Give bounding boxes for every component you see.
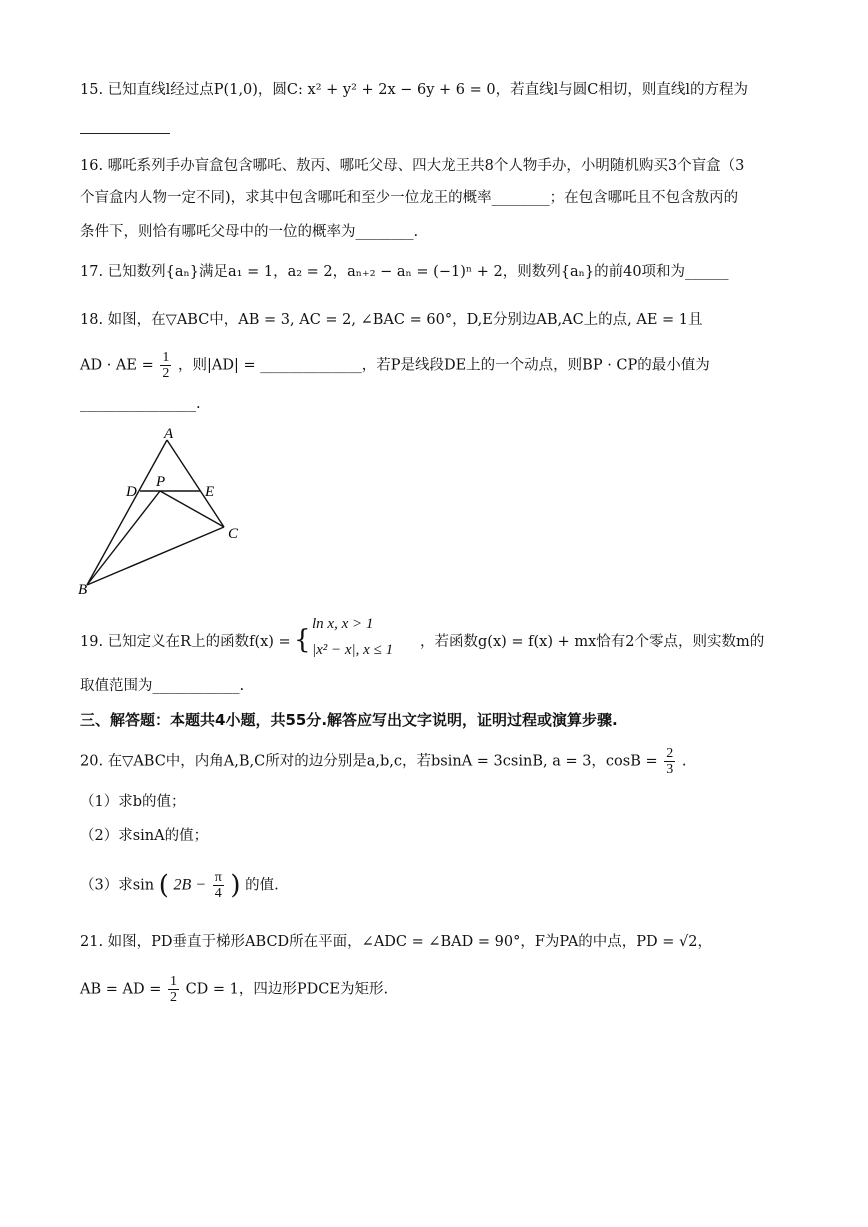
q20-frac-den: 3 — [666, 762, 674, 777]
q21-rest: CD = 1，四边形PDCE为矩形. — [185, 981, 389, 998]
q15-line1: 15. 已知直线l经过点P(1,0)，圆C: x² + y² + 2x − 6y + 6 = 0，若直线l与圆C相切，则直线l的方程为 — [80, 82, 748, 98]
segment-bp — [87, 491, 160, 585]
label-e: E — [205, 484, 215, 500]
label-d: D — [126, 484, 137, 500]
q19-case1: ln x, x > 1 — [312, 616, 374, 632]
q19-rest: ，若函数g(x) = f(x) + mx恰有2个零点，则实数m的 — [420, 634, 765, 650]
q20-intro: 20. 在▽ABC中，内角A,B,C所对的边分别是a,b,c，若bsinA = 3csinB, a = 3，cosB = — [80, 753, 658, 770]
q20-sub3-suffix: 的值. — [245, 877, 279, 894]
q20-paren-left: ( — [158, 870, 169, 901]
q20-sub3-frac-den: 4 — [214, 886, 222, 901]
q21-line2 — [80, 974, 388, 1005]
q16-line1: 16. 哪吒系列手办盲盒包含哪吒、敖丙、哪吒父母、四大龙王共8个人物手办，小明随机购买3个盲盒（3 — [80, 158, 745, 174]
q16-line2: 个盲盒内人物一定不同)，求其中包含哪吒和至少一位龙王的概率________；在包含哪吒且不包含敖丙的 — [80, 190, 739, 206]
q18-line1: 18. 如图，在▽ABC中，AB = 3, AC = 2, ∠BAC = 60°，D,E分别边AB,AC上的点, AE = 1且 — [80, 312, 703, 328]
q20-sub2: （2）求sinA的值； — [80, 828, 209, 844]
q19-line2: 取值范围为____________. — [80, 678, 245, 694]
q16-line3: 条件下，则恰有哪吒父母中的一位的概率为________. — [80, 224, 419, 240]
label-c: C — [228, 526, 239, 542]
q18-frac-num: 1 — [162, 350, 170, 365]
q21-frac-den: 2 — [169, 990, 177, 1005]
q20-sub3-prefix: （3）求sin — [80, 877, 155, 894]
q18-triangle-figure — [72, 422, 272, 602]
q20-sub3-inner: 2B − — [173, 876, 207, 894]
q18-line2-rest: ，则|AD| = ______________，若P是线段DE上的一个动点，则BP · CP的最小值为 — [177, 357, 710, 374]
q21-frac-num: 1 — [169, 974, 177, 989]
label-a: A — [164, 426, 174, 442]
q20-sub3 — [80, 870, 279, 901]
q19-case2: |x² − x|, x ≤ 1 — [312, 642, 394, 658]
q20-paren-right: ) — [230, 870, 241, 901]
q20-period: . — [681, 753, 687, 770]
q21-intro: AB = AD = — [80, 981, 162, 998]
q18-fraction — [160, 350, 171, 381]
q15-answer-blank — [80, 133, 170, 134]
edge-ab — [87, 440, 167, 585]
q17-line1: 17. 已知数列{aₙ}满足a₁ = 1，a₂ = 2，aₙ₊₂ − aₙ = (−1)ⁿ + 2，则数列{aₙ}的前40项和为______ — [80, 264, 729, 280]
segment-cp — [160, 491, 224, 527]
q18-dot-product: AD · AE = — [80, 357, 154, 374]
label-p: P — [156, 474, 166, 490]
section3-title: 三、解答题：本题共4小题，共55分.解答应写出文字说明，证明过程或演算步骤. — [80, 711, 618, 729]
q19-brace: { — [294, 625, 311, 655]
label-b: B — [78, 582, 88, 598]
q21-line1: 21. 如图，PD垂直于梯形ABCD所在平面，∠ADC = ∠BAD = 90°，F为PA的中点，PD = √2， — [80, 934, 713, 950]
q18-line2 — [80, 350, 710, 381]
q20-line1 — [80, 746, 686, 777]
q21-fraction — [168, 974, 179, 1005]
q20-sub3-frac-num: π — [214, 870, 222, 885]
q19-intro: 19. 已知定义在R上的函数f(x) = — [80, 634, 291, 650]
edge-bc — [87, 527, 224, 585]
q20-fraction — [664, 746, 675, 777]
q18-frac-den: 2 — [162, 366, 170, 381]
q20-sub3-fraction — [213, 870, 224, 901]
q18-line3: ________________. — [80, 396, 201, 412]
q20-frac-num: 2 — [666, 746, 674, 761]
edge-ac — [167, 440, 224, 527]
q20-sub1: （1）求b的值； — [80, 794, 186, 810]
